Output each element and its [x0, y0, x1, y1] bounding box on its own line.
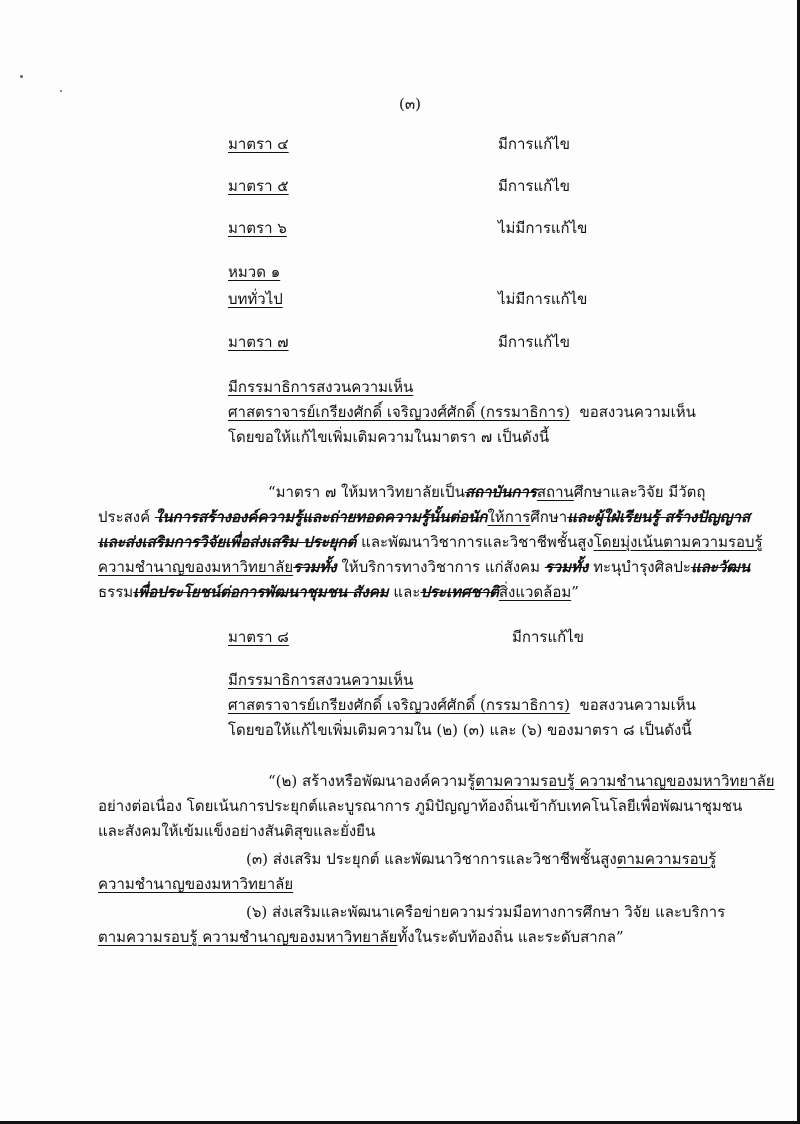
- reservation-heading: มีกรรมาธิการสงวนความเห็น: [228, 378, 414, 396]
- scan-speck: [20, 75, 23, 78]
- section-6-status: ไม่มีการแก้ไข: [498, 219, 588, 237]
- section-6-label: มาตรา ๖: [228, 219, 287, 237]
- chapter-title: หมวด ๑: [228, 263, 281, 281]
- scan-speck: [60, 90, 62, 92]
- quote-8-para-6-line-2: ตามความรอบรู้ ความชำนาญของมหาวิทยาลัยทั้งในระดับท้องถิ่น และระดับสากล”: [98, 928, 624, 946]
- quote-8-para-2-line-1: “(๒) สร้างหรือพัฒนาองค์ความรู้ตามความรอบรู้ ความชำนาญของมหาวิทยาลัย: [268, 772, 775, 790]
- reservation-suffix: ขอสงวนความเห็น: [579, 403, 696, 421]
- quote-7-line-4: ความชำนาญของมหาวิทยาลัยรวมทั้ง ให้บริการทางวิชาการ แก่สังคม รวมทั้ง ทะนุบำรุงศิลปะและวัฒน: [98, 558, 751, 576]
- quote-8-para-2-line-2: อย่างต่อเนื่อง โดยเน้นการประยุกต์และบูรณาการ ภูมิปัญญาท้องถิ่นเข้ากับเทคโนโลยีเพื่อพัฒนาชุมชน: [98, 797, 743, 815]
- quote-8-para-3-line-1: (๓) ส่งเสริม ประยุกต์ และพัฒนาวิชาการและวิชาชีพชั้นสูงตามความรอบรู้: [246, 850, 717, 868]
- section-7-status: มีการแก้ไข: [498, 333, 570, 351]
- section-7-label: มาตรา ๗: [228, 333, 289, 351]
- committee-member-name: ศาสตราจารย์เกรียงศักดิ์ เจริญวงศ์ศักดิ์ (กรรมาธิการ): [228, 403, 570, 421]
- section-5-status: มีการแก้ไข: [498, 177, 570, 195]
- quote-7-line-2: ประสงค์ ในการสร้างองค์ความรู้และถ่ายทอดความรู้นั้นต่อนักให้การศึกษาและผู้ใฝ่เรียนรู้ สร้างปัญญาส: [98, 508, 751, 526]
- section-4-label: มาตรา ๔: [228, 135, 289, 153]
- section-5-label: มาตรา ๕: [228, 177, 289, 195]
- committee-member-name: ศาสตราจารย์เกรียงศักดิ์ เจริญวงศ์ศักดิ์ (กรรมาธิการ): [228, 696, 570, 714]
- quote-8-para-3-line-2: ความชำนาญของมหาวิทยาลัย: [98, 875, 294, 893]
- reservation-heading: มีกรรมาธิการสงวนความเห็น: [228, 671, 414, 689]
- page-number: (๓): [399, 95, 421, 113]
- reservation-request: โดยขอให้แก้ไขเพิ่มเติมความในมาตรา ๗ เป็นดังนี้: [228, 428, 550, 446]
- reservation-member-line: [228, 696, 696, 714]
- chapter-status: ไม่มีการแก้ไข: [498, 290, 588, 308]
- quote-8-para-2-line-3: และสังคมให้เข้มแข็งอย่างสันติสุขและยั่งยืน: [98, 822, 376, 840]
- section-8-status: มีการแก้ไข: [512, 628, 584, 646]
- quote-8-para-6-line-1: (๖) ส่งเสริมและพัฒนาเครือข่ายความร่วมมือทางการศึกษา วิจัย และบริการ: [246, 903, 726, 921]
- quote-7-line-3: และส่งเสริมการวิจัยเพื่อส่งเสริม ประยุกต์ และพัฒนาวิชาการและวิชาชีพชั้นสูงโดยมุ่งเน้นตามความรอบรู้: [98, 533, 763, 551]
- section-8-label: มาตรา ๘: [228, 628, 289, 646]
- reservation-member-line: [228, 403, 696, 421]
- section-4-status: มีการแก้ไข: [498, 135, 570, 153]
- quote-7-line-1: “มาตรา ๗ ให้มหาวิทยาลัยเป็นสถาบันการสถานศึกษาและวิจัย มีวัตถุ: [268, 483, 706, 501]
- reservation-request: โดยขอให้แก้ไขเพิ่มเติมความใน (๒) (๓) และ (๖) ของมาตรา ๘ เป็นดังนี้: [228, 721, 692, 739]
- chapter-subtitle: บททั่วไป: [228, 290, 283, 308]
- reservation-suffix: ขอสงวนความเห็น: [579, 696, 696, 714]
- quote-7-line-5: ธรรมเพื่อประโยชน์ต่อการพัฒนาชุมชน สังคม และประเทศชาติสิ่งแวดล้อม”: [98, 583, 579, 601]
